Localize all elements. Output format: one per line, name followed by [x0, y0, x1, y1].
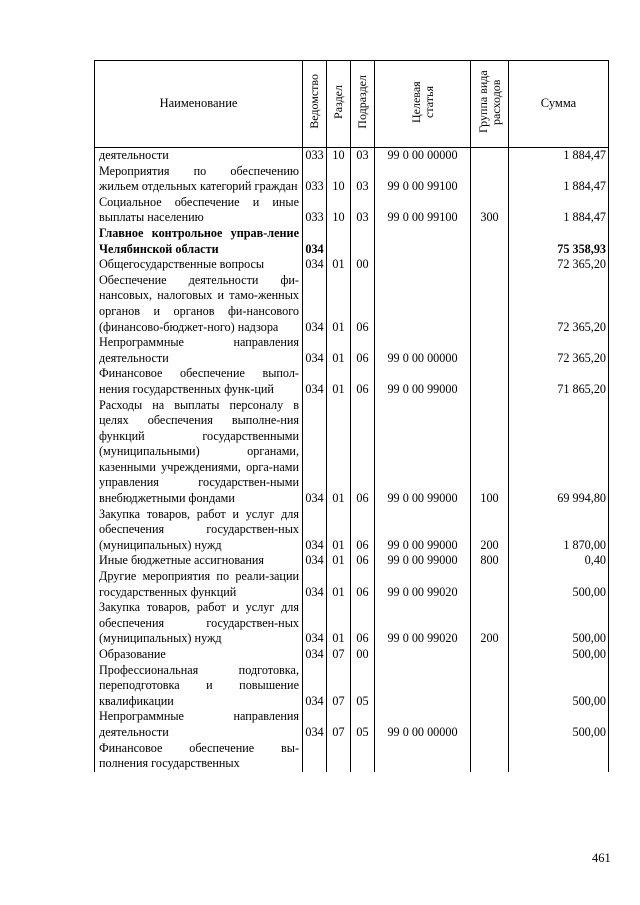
row-subsection-code: 05 [351, 709, 375, 740]
row-subsection-code: 06 [351, 335, 375, 366]
row-target-article [375, 257, 471, 273]
table-row [95, 647, 609, 663]
row-target-article: 99 0 00 00000 [375, 148, 471, 164]
row-department-code: 034 [303, 600, 327, 647]
row-name: деятельности [95, 148, 303, 164]
row-section-code: 10 [327, 195, 351, 226]
row-name: Мероприятия по обеспечению жильем отдельных категорий граждан [95, 164, 303, 195]
row-name: Профессиональная подготовка, переподготовка и повышение квалификации [95, 663, 303, 710]
row-name: Финансовое обеспечение выпол-нения государственных функ-ций [95, 366, 303, 397]
row-name: Образование [95, 647, 303, 663]
row-department-code: 034 [303, 273, 327, 335]
header-section-label: Раздел [331, 84, 345, 119]
row-target-article: 99 0 00 99000 [375, 507, 471, 554]
row-department-code: 033 [303, 164, 327, 195]
row-amount: 75 358,93 [509, 226, 609, 257]
row-subsection-code: 00 [351, 257, 375, 273]
row-expense-group: 100 [471, 398, 509, 507]
table-row [95, 569, 609, 600]
header-department-label: Ведомство [307, 74, 321, 130]
row-expense-group: 300 [471, 195, 509, 226]
row-amount: 0,40 [509, 553, 609, 569]
row-expense-group [471, 741, 509, 772]
row-name: Социальное обеспечение и иные выплаты населению [95, 195, 303, 226]
row-section-code: 01 [327, 600, 351, 647]
row-expense-group [471, 335, 509, 366]
row-expense-group: 800 [471, 553, 509, 569]
row-section-code: 10 [327, 148, 351, 164]
row-department-code: 034 [303, 366, 327, 397]
row-amount: 69 994,80 [509, 398, 609, 507]
row-subsection-code: 06 [351, 366, 375, 397]
row-amount [509, 741, 609, 772]
row-section-code: 01 [327, 257, 351, 273]
table-row [95, 600, 609, 647]
row-expense-group [471, 366, 509, 397]
row-subsection-code: 03 [351, 148, 375, 164]
row-department-code: 034 [303, 507, 327, 554]
row-amount: 500,00 [509, 647, 609, 663]
row-name: Закупка товаров, работ и услуг для обеспечения государствен-ных (муниципальных) нужд [95, 507, 303, 554]
row-target-article: 99 0 00 99000 [375, 553, 471, 569]
row-name: Иные бюджетные ассигнования [95, 553, 303, 569]
row-section-code [327, 741, 351, 772]
table-header [95, 61, 609, 148]
row-subsection-code: 06 [351, 507, 375, 554]
row-department-code: 034 [303, 335, 327, 366]
row-section-code: 01 [327, 553, 351, 569]
row-target-article: 99 0 00 99100 [375, 195, 471, 226]
row-amount: 1 870,00 [509, 507, 609, 554]
table-row [95, 335, 609, 366]
table-row [95, 741, 609, 772]
row-target-article: 99 0 00 00000 [375, 709, 471, 740]
table-row [95, 366, 609, 397]
budget-table [94, 60, 609, 772]
row-subsection-code: 06 [351, 553, 375, 569]
header-subsection [351, 61, 375, 148]
table-row [95, 663, 609, 710]
row-target-article: 99 0 00 99100 [375, 164, 471, 195]
table-row [95, 226, 609, 257]
row-amount: 500,00 [509, 569, 609, 600]
row-expense-group: 200 [471, 507, 509, 554]
row-expense-group [471, 164, 509, 195]
table-row [95, 553, 609, 569]
row-expense-group: 200 [471, 600, 509, 647]
page-number: 461 [592, 851, 611, 865]
row-amount: 1 884,47 [509, 164, 609, 195]
row-expense-group [471, 148, 509, 164]
table-row [95, 148, 609, 164]
row-target-article: 99 0 00 99000 [375, 398, 471, 507]
row-amount: 500,00 [509, 600, 609, 647]
row-name: Главное контрольное управ-ление Челябинской области [95, 226, 303, 257]
table-body [95, 148, 609, 772]
row-section-code: 07 [327, 709, 351, 740]
row-amount: 1 884,47 [509, 195, 609, 226]
row-name: Финансовое обеспечение вы-полнения государственных [95, 741, 303, 772]
row-department-code: 033 [303, 148, 327, 164]
row-subsection-code: 06 [351, 569, 375, 600]
table-row [95, 709, 609, 740]
header-target-article-label: Целевая статья [408, 80, 436, 123]
row-name: Непрограммные направления деятельности [95, 709, 303, 740]
row-subsection-code: 03 [351, 195, 375, 226]
row-department-code: 034 [303, 398, 327, 507]
row-section-code: 01 [327, 507, 351, 554]
header-expense-group-label: Группа вида расходов [475, 70, 503, 134]
row-expense-group [471, 647, 509, 663]
row-department-code: 034 [303, 663, 327, 710]
row-amount: 72 365,20 [509, 335, 609, 366]
row-section-code [327, 226, 351, 257]
row-expense-group [471, 273, 509, 335]
row-expense-group [471, 226, 509, 257]
header-target-article [375, 61, 471, 148]
row-target-article [375, 226, 471, 257]
row-amount: 500,00 [509, 663, 609, 710]
row-department-code: 034 [303, 647, 327, 663]
row-expense-group [471, 709, 509, 740]
row-department-code: 034 [303, 226, 327, 257]
row-target-article: 99 0 00 99020 [375, 569, 471, 600]
row-target-article: 99 0 00 00000 [375, 335, 471, 366]
row-name: Обеспечение деятельности фи-нансовых, налоговых и тамо-женных органов и органов фи-нансового (финансово-бюджет-ного) надзора [95, 273, 303, 335]
row-section-code: 07 [327, 663, 351, 710]
row-subsection-code [351, 741, 375, 772]
row-amount: 72 365,20 [509, 257, 609, 273]
row-expense-group [471, 663, 509, 710]
row-subsection-code [351, 226, 375, 257]
row-target-article [375, 647, 471, 663]
table-row [95, 164, 609, 195]
row-department-code: 034 [303, 257, 327, 273]
row-section-code: 07 [327, 647, 351, 663]
row-subsection-code: 05 [351, 663, 375, 710]
row-subsection-code: 03 [351, 164, 375, 195]
row-department-code: 033 [303, 195, 327, 226]
table-row [95, 507, 609, 554]
row-section-code: 01 [327, 569, 351, 600]
header-name: Наименование [95, 61, 303, 148]
row-amount: 71 865,20 [509, 366, 609, 397]
table-row [95, 195, 609, 226]
header-amount: Сумма [509, 61, 609, 148]
row-department-code: 034 [303, 553, 327, 569]
table-row [95, 273, 609, 335]
row-amount: 500,00 [509, 709, 609, 740]
row-section-code: 01 [327, 366, 351, 397]
row-target-article [375, 663, 471, 710]
row-amount: 72 365,20 [509, 273, 609, 335]
header-department [303, 61, 327, 148]
table-row [95, 398, 609, 507]
row-expense-group [471, 569, 509, 600]
row-name: Расходы на выплаты персоналу в целях обеспечения выполне-ния функций государственными (муниципальными) органами, казенными учреждениями, орга-нами управления государствен-ными внебюджетными фондами [95, 398, 303, 507]
header-expense-group [471, 61, 509, 148]
row-name: Общегосударственные вопросы [95, 257, 303, 273]
row-subsection-code: 06 [351, 398, 375, 507]
row-expense-group [471, 257, 509, 273]
row-subsection-code: 06 [351, 600, 375, 647]
row-name: Другие мероприятия по реали-зации государственных функций [95, 569, 303, 600]
table-row [95, 257, 609, 273]
row-subsection-code: 00 [351, 647, 375, 663]
row-name: Непрограммные направления деятельности [95, 335, 303, 366]
header-subsection-label: Подраздел [355, 74, 369, 129]
row-amount: 1 884,47 [509, 148, 609, 164]
row-target-article: 99 0 00 99000 [375, 366, 471, 397]
row-target-article [375, 741, 471, 772]
row-section-code: 01 [327, 398, 351, 507]
row-section-code: 01 [327, 273, 351, 335]
row-subsection-code: 06 [351, 273, 375, 335]
row-target-article [375, 273, 471, 335]
row-target-article: 99 0 00 99020 [375, 600, 471, 647]
header-section [327, 61, 351, 148]
row-section-code: 10 [327, 164, 351, 195]
row-department-code: 034 [303, 569, 327, 600]
row-department-code [303, 741, 327, 772]
row-section-code: 01 [327, 335, 351, 366]
row-name: Закупка товаров, работ и услуг для обеспечения государствен-ных (муниципальных) нужд [95, 600, 303, 647]
row-department-code: 034 [303, 709, 327, 740]
